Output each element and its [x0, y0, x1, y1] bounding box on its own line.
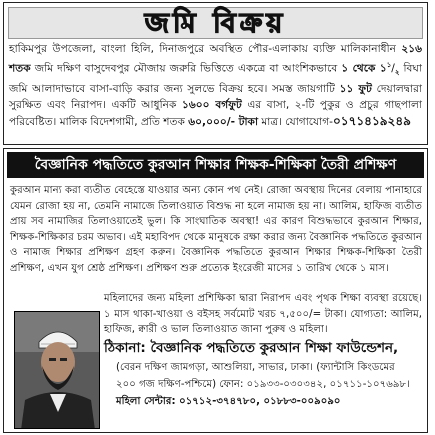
body-text: জমি দক্ষিণ বাসুদেবপুর মৌজায় জরুরি ভিত্তিতে একত্রে বা আংশিকভাবে [30, 62, 342, 75]
address-phone-line: ২০০ গজ দক্ষিণ-পশ্চিমে) ফোন: ০১৯৩৩-০৩০৩৪২, ০১৭১১-১০৭৬৯৮। [116, 379, 410, 390]
price: ৬০,০০০/- টাকা [188, 115, 259, 128]
body-text: দেয়ালদ্বারা সুরক্ষিত এবং নিরাপদ। একটি আধুনিক [9, 82, 422, 111]
land-sale-headline: জমি বিক্রয় [144, 7, 287, 39]
training-banner [7, 152, 424, 178]
body-text: মাত্র। যোগাযোগ- [258, 115, 333, 128]
contact-phone: ০১৭১৪১৯২৪৯ [332, 113, 411, 128]
land-sale-body: হাকিমপুর উপজেলা, বাংলা হিলি, দিনাজপুরে অবস্থিত পৌর-এলাকায় ব্যক্তি মালিকানাধীন ২১৬ শতক জমি দক্ষিণ বাসুদেবপুর মৌজায় জরুরি ভিত্তিতে একত্রে বা আংশিকভাবে ১ থেকে $১^১/_২$ বিঘা জমি আলাদাভাবে বাসা-বাড়ি করার জন্য সুলভে বিক্রয় হবে। সমস্ত জায়গাটি ১১ ফুট দেয়ালদ্বারা সুরক্ষিত এবং নিরাপদ। একটি আধুনিক ১৬০০ বর্গফুট এর বাসা, ২-টি পুকুর ও প্রচুর গাছপালা পরিবেষ্টিত। মালিক বিদেশগামী, প্রতি শতক ৬০,০০০/- টাকা মাত্র। যোগাযোগ-০১৭১৪১৯২৪৯ [9, 43, 422, 128]
training-women-info: মহিলাদের জন্য মহিলা প্রশিক্ষিকা দ্বারা নিরাপদ এবং পৃথক শিক্ষা ব্যবস্থা রয়েছে। ১ মাস থাকা-খাওয়া ও বইসহ সর্বমোট খরচ ৭,৫০০/= টাকা। যোগ্যতা: আলিম, হাফিজ, ক্বারী ও ভাল তিলাওয়াত জানা পুরুষ ও মহিলা। [104, 293, 422, 335]
portrait-photo [14, 311, 100, 429]
land-sale-headline-box [8, 7, 423, 39]
training-description: কুরআন মান্য করা ব্যতীত বেহেস্তে যাওয়ার অন্য কোন পথ নেই। রোজা অবস্থায় দিনের বেলায় পানাহারে যেমন রোজা হয় না, তেমনি নামাজে তিলাওয়াত বিশুদ্ধ না হলে নামাজ হয় না। আলিম, হাফিজ ব্যতীত প্রায় সব নামাজির তিলাওয়াতেই ভুল। কি সাংঘাতিক অবস্থা! এর কারণ বিশুদ্ধভাবে কুরআন শিক্ষার, শিক্ষক-শিক্ষিকার চরম অভাব। এই মহাবিপদ থেকে মানুষকে রক্ষা করার জন্য বৈজ্ঞানিক পদ্ধতিতে কুরআন ও নামাজ শিক্ষার প্রশিক্ষণ গ্রহণ করুন। বৈজ্ঞানিক পদ্ধতিতে কুরআন শিক্ষার শিক্ষক-শিক্ষিকা তৈরী প্রশিক্ষণ, এখন যুগ শ্রেষ্ঠ প্রশিক্ষণ। প্রশিক্ষণ শুরু প্রত্যেক ইংরেজী মাসের ১ তারিখ থেকে ১ মাস। [10, 185, 422, 274]
training-banner-title: বৈজ্ঞানিক পদ্ধতিতে কুরআন শিক্ষার শিক্ষক-শিক্ষিকা তৈরী প্রশিক্ষণ [34, 157, 397, 173]
fraction-numerator: ১ [386, 61, 392, 69]
body-text: বিঘা জমি আলাদাভাবে বাসা-বাড়ি করার জন্য সুলভে বিক্রয় হবে। সমস্ত জায়গাটি [9, 62, 422, 95]
quran-training-ad [3, 148, 428, 433]
body-text: এর বাসা, ২-টি পুকুর ও প্রচুর গাছপালা পরিবেষ্টিত। মালিক বিদেশগামী, প্রতি শতক [9, 98, 422, 128]
address-title: ঠিকানা: বৈজ্ঞানিক পদ্ধতিতে কুরআন শিক্ষা ফাউন্ডেশন, [104, 340, 399, 356]
fraction-denominator: ২ [394, 68, 400, 77]
address-line: (বেরন দক্ষিণ জামগড়া, আশুলিয়া, সাভার, ঢাকা। (ফ্যান্টাসি কিংডমের [116, 362, 395, 373]
women-center-line: মহিলা সেন্টার: ০১৭১২-৩৭৪৭৮০, ০১৮৮৩-০০৯০৯০ [116, 396, 341, 407]
land-area: ২১৬ শতক [9, 43, 422, 75]
bigha-range: ১ থেকে ১ [341, 62, 387, 75]
land-sale-ad [3, 2, 428, 145]
address-block [116, 359, 422, 410]
wall-height: ১১ ফুট [339, 82, 372, 95]
body-text: হাকিমপুর উপজেলা, বাংলা হিলি, দিনাজপুরে অবস্থিত পৌর-এলাকায় ব্যক্তি মালিকানাধীন [9, 43, 402, 55]
person-portrait-icon [15, 312, 100, 429]
house-size: ১৬০০ বর্গফুট [181, 98, 242, 111]
